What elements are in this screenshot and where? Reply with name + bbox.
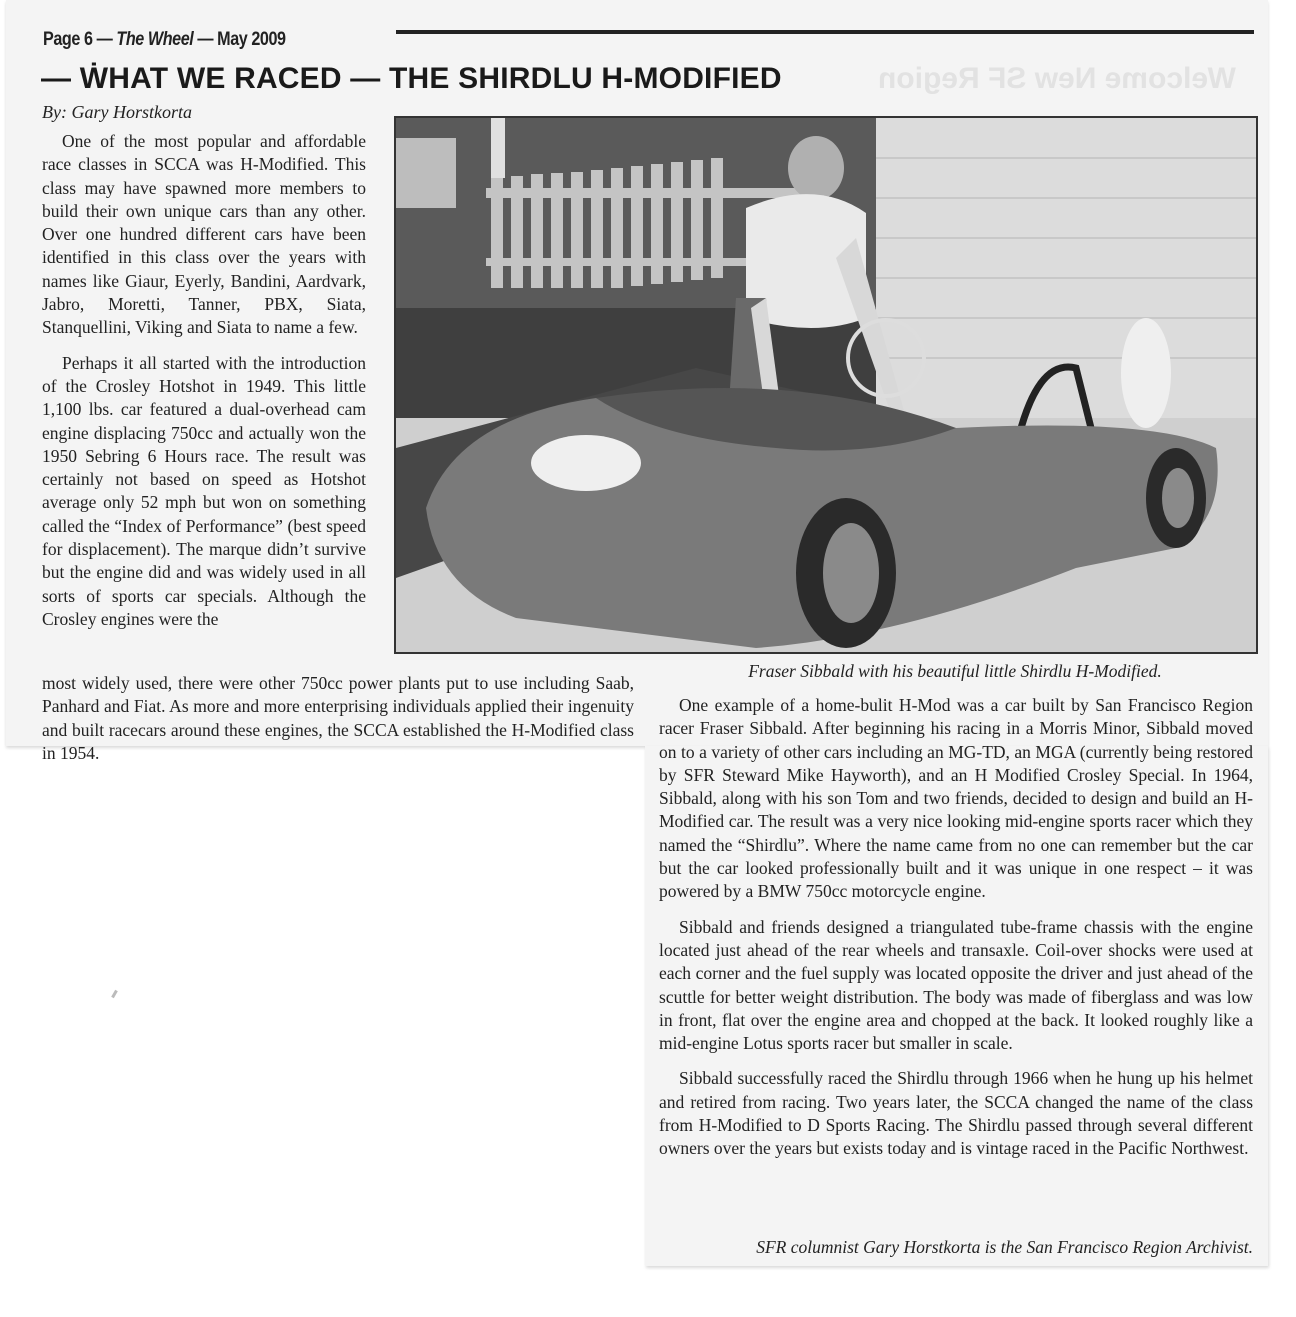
wide-paragraph-block <box>42 672 634 765</box>
photo-caption: Fraser Sibbald with his beautiful little Shirdlu H-Modified. <box>748 661 1162 681</box>
paragraph: Perhaps it all started with the introduction of the Crosley Hotshot in 1949. This little 1,100 lbs. car featured a dual-overhead cam engine displacing 750cc and actually won the 1950 Sebring 6 Hours race. The result was certainly not based on speed as Hotshot average only 52 mph but won on something called the “Index of Performance” (best speed for displacement). The marque didn’t survive but the engine did and was widely used in all sorts of sports car specials. Although the Crosley engines were the <box>42 352 366 629</box>
number-roundel-side <box>1121 318 1171 428</box>
right-column <box>659 694 1253 1173</box>
paragraph: most widely used, there were other 750cc power plants put to use including Saab, Panhard and Fiat. As more and more enterprising individuals applied their ingenuity and built racecars around these engines, the SCCA established the H-Modified class in 1954. <box>42 673 634 763</box>
paragraph: One of the most popular and affordable race classes in SCCA was H-Modified. This class may have spawned more members to build their own unique cars than any other. Over one hundred different cars have been identified in this class over the years with names like Giaur, Eyerly, Bandini, Aardvark, Jabro, Moretti, Tanner, PBX, Siata, Stanquellini, Viking and Siata to name a few. <box>42 131 366 338</box>
article-headline: — ẆHAT WE RACED — THE SHIRDLU H-MODIFIED <box>41 62 782 95</box>
publication-name: The Wheel <box>116 29 194 50</box>
parked-car <box>396 138 456 208</box>
page-folio <box>43 29 286 51</box>
garage-wall <box>876 118 1256 418</box>
paragraph: Sibbald and friends designed a triangulated tube-frame chassis with the engine located just ahead of the rear wheels and transaxle. Coil-over shocks were used at each corner and the fuel supply was located opposite the driver and just ahead of the scuttle for better weight distribution. The body was made of fiberglass and was low in front, flat over the engine area and chopped at the back. It looked roughly like a mid-engine Lotus sports racer but smaller in scale. <box>659 916 1253 1054</box>
issue-date: — May 2009 <box>197 29 286 50</box>
car-photo-illustration <box>396 118 1256 652</box>
page-label: Page 6 — <box>43 29 113 50</box>
left-column <box>42 130 366 643</box>
author-signoff: SFR columnist Gary Horstkorta is the San Francisco Region Archivist. <box>756 1237 1253 1257</box>
paragraph: One example of a home-bulit H-Mod was a car built by San Francisco Region racer Fraser Sibbald. After beginning his racing in a Morris Minor, Sibbald moved on to a variety of other cars including an MG-TD, an MGA (currently being restored by SFR Steward Mike Hayworth), and an H Modified Crosley Special. In 1964, Sibbald, along with his son Tom and two friends, decided to design and build an H-Modified car. The result was a very nice looking mid-engine sports racer which they named the “Shirdlu”. Where the name came from no one can remember but the car but the car looked professionally built and it was unique in one respect – it was powered by a BMW 750cc motorcycle engine. <box>659 695 1253 902</box>
header-rule <box>396 30 1254 34</box>
bleed-through-text: Welcome New SF Region <box>878 62 1236 95</box>
article-photo <box>394 116 1258 654</box>
paragraph: Sibbald successfully raced the Shirdlu through 1966 when he hung up his helmet and retired from racing. Two years later, the SCCA changed the name of the class from H-Modified to D Sports Racing. The Shirdlu passed through several different owners over the years but exists today and is vintage raced in the Pacific Northwest. <box>659 1068 1253 1159</box>
article-byline: By: Gary Horstkorta <box>42 102 192 122</box>
number-roundel-front <box>531 435 641 491</box>
scan-speck <box>111 990 118 998</box>
